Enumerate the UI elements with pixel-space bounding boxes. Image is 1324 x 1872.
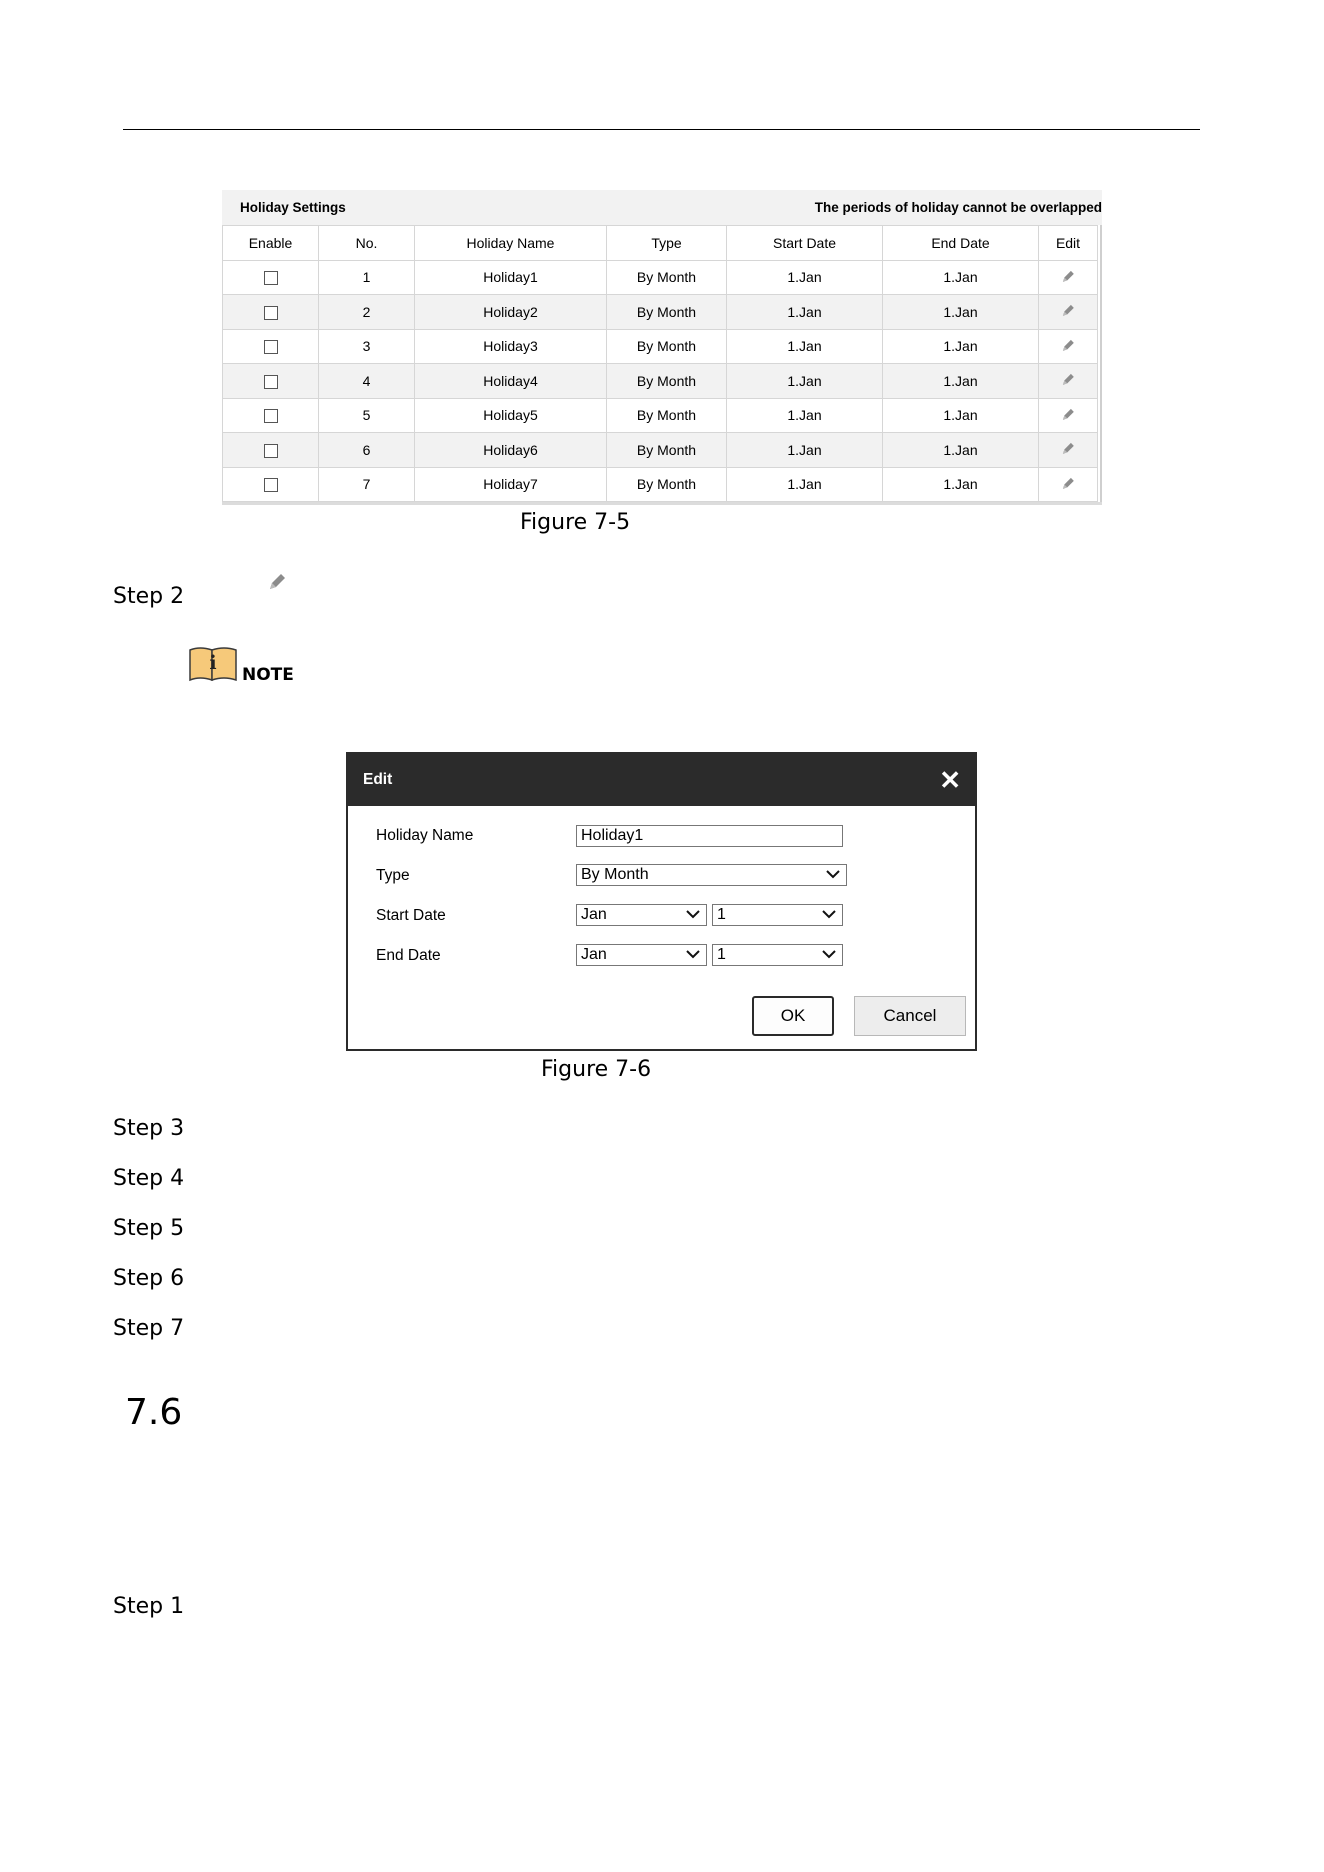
cell-no: 1 [319, 260, 415, 295]
enable-cell [223, 260, 319, 295]
pencil-icon[interactable] [1060, 475, 1076, 494]
edit-cell [1039, 295, 1098, 330]
scrollbar-edge [1100, 225, 1102, 505]
enable-cell [223, 467, 319, 502]
cell-type: By Month [607, 329, 727, 364]
enable-checkbox[interactable] [264, 444, 278, 458]
cell-name: Holiday6 [415, 433, 607, 468]
note-block [188, 644, 294, 687]
column-header: Edit [1039, 226, 1098, 261]
chevron-down-icon [826, 865, 840, 885]
enable-checkbox[interactable] [264, 306, 278, 320]
cell-name: Holiday1 [415, 260, 607, 295]
svg-text:i: i [209, 652, 217, 674]
holiday-settings-title: Holiday Settings [240, 200, 346, 215]
holiday-name-label: Holiday Name [376, 827, 474, 844]
enable-cell [223, 329, 319, 364]
figure-caption-7-6: Figure 7-6 [541, 1057, 652, 1082]
cell-start: 1.Jan [727, 260, 883, 295]
note-label: NOTE [242, 665, 294, 685]
dialog-titlebar [348, 754, 975, 806]
pencil-icon[interactable] [1060, 406, 1076, 425]
cancel-button[interactable]: Cancel [854, 996, 966, 1036]
cell-end: 1.Jan [883, 329, 1039, 364]
step-5-label: Step 5 [113, 1216, 185, 1241]
start-month-select[interactable] [576, 904, 707, 926]
step-6-label: Step 6 [113, 1266, 185, 1291]
pencil-icon[interactable] [1060, 337, 1076, 356]
cell-type: By Month [607, 295, 727, 330]
column-header: Start Date [727, 226, 883, 261]
end-month-select[interactable] [576, 944, 707, 966]
step-2-label: Step 2 [113, 584, 185, 609]
chevron-down-icon [822, 945, 836, 965]
type-select-value: By Month [581, 866, 649, 883]
edit-cell [1039, 467, 1098, 502]
step-1-label: Step 1 [113, 1594, 185, 1619]
panel-bottom-rule [222, 502, 1102, 505]
holiday-settings-panel [222, 190, 1102, 505]
cell-end: 1.Jan [883, 364, 1039, 399]
holiday-name-input[interactable]: Holiday1 [576, 825, 843, 847]
pencil-icon[interactable] [1060, 268, 1076, 287]
pencil-icon[interactable] [1060, 371, 1076, 390]
cell-end: 1.Jan [883, 398, 1039, 433]
table-row [223, 433, 1098, 468]
enable-cell [223, 433, 319, 468]
edit-cell [1039, 329, 1098, 364]
enable-checkbox[interactable] [264, 375, 278, 389]
cell-start: 1.Jan [727, 364, 883, 399]
overlap-note: The periods of holiday cannot be overlapped [814, 200, 1102, 215]
note-book-icon [188, 644, 238, 687]
pencil-icon[interactable] [1060, 302, 1076, 321]
table-row [223, 398, 1098, 433]
column-header: No. [319, 226, 415, 261]
ok-button[interactable]: OK [752, 996, 834, 1036]
table-header-row [223, 226, 1098, 261]
end-day-value: 1 [717, 946, 726, 963]
enable-checkbox[interactable] [264, 478, 278, 492]
table-row [223, 364, 1098, 399]
cell-type: By Month [607, 398, 727, 433]
chevron-down-icon [686, 945, 700, 965]
cell-no: 2 [319, 295, 415, 330]
holiday-table [222, 225, 1098, 502]
holiday-settings-header [222, 190, 1102, 225]
enable-cell [223, 398, 319, 433]
cell-end: 1.Jan [883, 433, 1039, 468]
cell-no: 4 [319, 364, 415, 399]
cell-type: By Month [607, 433, 727, 468]
table-row [223, 260, 1098, 295]
start-day-select[interactable] [712, 904, 843, 926]
end-date-label: End Date [376, 947, 441, 964]
type-label: Type [376, 867, 410, 884]
table-row [223, 467, 1098, 502]
cell-end: 1.Jan [883, 467, 1039, 502]
pencil-icon [266, 570, 288, 597]
chevron-down-icon [822, 905, 836, 925]
chevron-down-icon [686, 905, 700, 925]
cell-no: 7 [319, 467, 415, 502]
edit-cell [1039, 398, 1098, 433]
table-row [223, 295, 1098, 330]
step-4-label: Step 4 [113, 1166, 185, 1191]
cell-name: Holiday5 [415, 398, 607, 433]
cell-start: 1.Jan [727, 433, 883, 468]
type-select[interactable] [576, 864, 847, 886]
close-icon[interactable]: ✕ [939, 765, 961, 795]
cell-name: Holiday3 [415, 329, 607, 364]
column-header: Holiday Name [415, 226, 607, 261]
edit-dialog [346, 752, 977, 1051]
cell-name: Holiday2 [415, 295, 607, 330]
cell-no: 6 [319, 433, 415, 468]
cell-end: 1.Jan [883, 260, 1039, 295]
enable-checkbox[interactable] [264, 340, 278, 354]
table-row [223, 329, 1098, 364]
cell-name: Holiday7 [415, 467, 607, 502]
step-3-label: Step 3 [113, 1116, 185, 1141]
enable-cell [223, 364, 319, 399]
cell-start: 1.Jan [727, 398, 883, 433]
edit-cell [1039, 260, 1098, 295]
start-month-value: Jan [581, 906, 607, 923]
column-header: End Date [883, 226, 1039, 261]
cell-start: 1.Jan [727, 329, 883, 364]
cell-name: Holiday4 [415, 364, 607, 399]
cell-start: 1.Jan [727, 295, 883, 330]
start-date-label: Start Date [376, 907, 446, 924]
dialog-title: Edit [363, 771, 393, 788]
cell-end: 1.Jan [883, 295, 1039, 330]
cell-type: By Month [607, 260, 727, 295]
section-number: 7.6 [125, 1392, 183, 1433]
cell-start: 1.Jan [727, 467, 883, 502]
enable-checkbox[interactable] [264, 409, 278, 423]
end-day-select[interactable] [712, 944, 843, 966]
cell-no: 5 [319, 398, 415, 433]
enable-cell [223, 295, 319, 330]
end-month-value: Jan [581, 946, 607, 963]
start-day-value: 1 [717, 906, 726, 923]
column-header: Enable [223, 226, 319, 261]
figure-caption-7-5: Figure 7-5 [520, 510, 631, 535]
pencil-icon[interactable] [1060, 440, 1076, 459]
column-header: Type [607, 226, 727, 261]
cell-no: 3 [319, 329, 415, 364]
edit-cell [1039, 433, 1098, 468]
enable-checkbox[interactable] [264, 271, 278, 285]
cell-type: By Month [607, 364, 727, 399]
header-rule [123, 129, 1200, 130]
step-7-label: Step 7 [113, 1316, 185, 1341]
cell-type: By Month [607, 467, 727, 502]
edit-cell [1039, 364, 1098, 399]
